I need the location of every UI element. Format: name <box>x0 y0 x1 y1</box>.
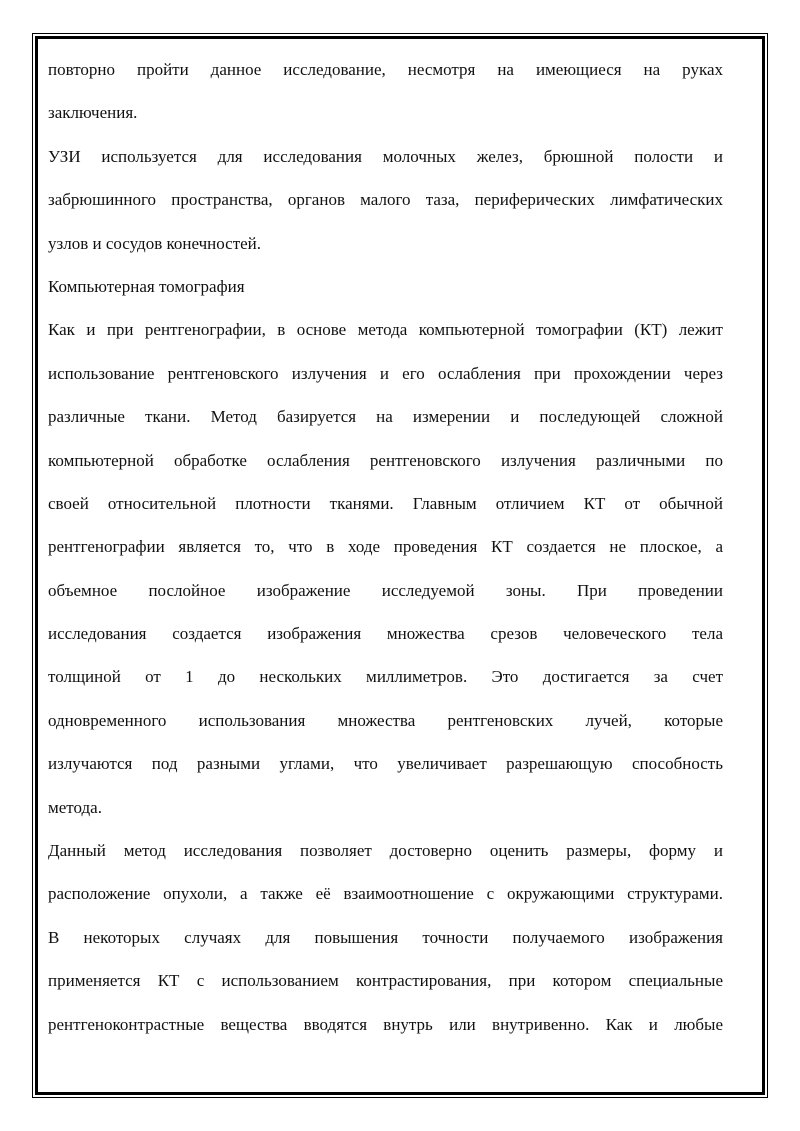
text-line: одновременного использования множества рентгеновских лучей, которые <box>48 710 723 730</box>
text-line: В некоторых случаях для повышения точности получаемого изображения <box>48 927 723 947</box>
text-line: исследования создается изображения множества срезов человеческого тела <box>48 624 723 644</box>
text-line: излучаются под разными углами, что увеличивает разрешающую способность <box>48 754 723 774</box>
text-line: заключения. <box>48 103 138 123</box>
text-line: Данный метод исследования позволяет достоверно оценить размеры, форму и <box>48 841 723 861</box>
text-line: толщиной от 1 до нескольких миллиметров. Это достигается за счет <box>48 667 723 687</box>
text-line: забрюшинного пространства, органов малого таза, периферических лимфатических <box>48 190 723 210</box>
text-line: узлов и сосудов конечностей. <box>48 233 262 253</box>
text-line: Как и при рентгенографии, в основе метода компьютерной томографии (КТ) лежит <box>48 320 723 340</box>
text-line: рентгенографии является то, что в ходе проведения КТ создается не плоское, а <box>48 537 723 557</box>
text-line: повторно пройти данное исследование, несмотря на имеющиеся на руках <box>48 60 723 79</box>
text-line: рентгеноконтрастные вещества вводятся внутрь или внутривенно. Как и любые <box>48 1014 723 1034</box>
text-line: различные ткани. Метод базируется на измерении и последующей сложной <box>48 407 723 427</box>
text-line: метода. <box>48 797 102 817</box>
text-line: расположение опухоли, а также её взаимоотношение с окружающими структурами. <box>48 884 723 904</box>
text-line: применяется КТ с использованием контрастирования, при котором специальные <box>48 971 723 991</box>
text-line: объемное послойное изображение исследуемой зоны. При проведении <box>48 580 723 600</box>
text-line: своей относительной плотности тканями. Главным отличием КТ от обычной <box>48 493 723 513</box>
text-line: УЗИ используется для исследования молочных желез, брюшной полости и <box>48 146 723 166</box>
document-body <box>48 48 723 1046</box>
text-line: Компьютерная томография <box>48 276 245 296</box>
text-line: компьютерной обработке ослабления рентгеновского излучения различными по <box>48 450 723 470</box>
text-line: использование рентгеновского излучения и его ослабления при прохождении через <box>48 363 723 383</box>
